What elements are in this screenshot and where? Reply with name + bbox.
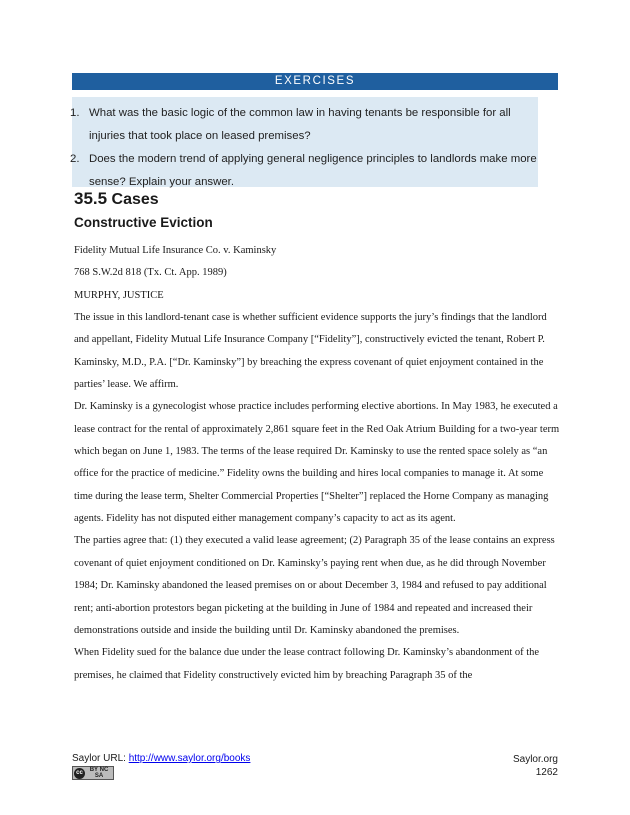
saylor-books-link[interactable]: http://www.saylor.org/books	[128, 753, 251, 764]
section-title: Cases	[111, 191, 159, 208]
case-citation: 768 S.W.2d 818 (Tx. Ct. App. 1989)	[74, 267, 227, 279]
exercise-item	[72, 102, 538, 148]
footer-url-label: Saylor URL:	[72, 753, 129, 764]
exercise-number: 1.	[70, 107, 80, 119]
footer-url	[72, 753, 250, 764]
exercise-box	[72, 97, 538, 187]
exercise-number: 2.	[70, 153, 80, 165]
footer-site: Saylor.org	[512, 754, 558, 765]
paragraph: The parties agree that: (1) they executed a valid lease agreement; (2) Paragraph 35 of the lease contains an express covenant of quiet enjoyment conditioned on Dr. Kaminsky’s paying rent when due, as he did through November 1984; Dr. Kaminsky abandoned the leased premises on or about December 3, 1984 and refused to pay additional rent; anti-abortion protestors began picketing at the building in June of 1984 and repeated and increased their demonstrations outside and inside the building until Dr. Kaminsky abandoned the premises.	[74, 535, 555, 636]
case-judge: MURPHY, JUSTICE	[74, 289, 164, 301]
exercise-text: What was the basic logic of the common law in having tenants be responsible for all injuries that took place on leased premises?	[89, 107, 511, 142]
exercises-header: EXERCISES	[72, 73, 558, 90]
section-number: 35.5	[74, 189, 108, 208]
exercise-text: Does the modern trend of applying general negligence principles to landlords make more sense? Explain your answer.	[89, 153, 537, 188]
exercise-item	[72, 148, 538, 194]
license-badge-text: BY NC SA	[89, 767, 109, 779]
creative-commons-license-icon: cc BY NC SA	[72, 766, 114, 780]
subheading: Constructive Eviction	[74, 215, 213, 230]
paragraph: Dr. Kaminsky is a gynecologist whose practice includes performing elective abortions. In May 1983, he executed a lease contract for the rental of approximately 2,861 square feet in the Red Oak Atrium Building for a two-year term which began on June 1, 1983. The terms of the lease required Dr. Kaminsky to use the rented space solely as “an office for the practice of medicine.” Fidelity owns the building and hires local companies to manage it. At some time during the lease term, Shelter Commercial Properties [“Shelter”] replaced the Horne Company as managing agents. Fidelity has not disputed either management company’s capacity to act as its agent.	[74, 401, 560, 525]
page-number: 1262	[535, 767, 558, 778]
section-heading	[74, 189, 159, 209]
footer-right	[513, 753, 558, 779]
paragraph: The issue in this landlord-tenant case is whether sufficient evidence supports the jury’s findings that the landlord and appellant, Fidelity Mutual Life Insurance Company [“Fidelity”], constructively evicted the tenant, Robert P. Kaminsky, M.D., P.A. [“Dr. Kaminsky”] by breaching the express covenant of quiet enjoyment contained in the parties’ lease. We affirm.	[74, 312, 547, 391]
case-body	[74, 240, 564, 687]
case-name: Fidelity Mutual Life Insurance Co. v. Kaminsky	[74, 245, 277, 256]
paragraph: When Fidelity sued for the balance due under the lease contract following Dr. Kaminsky’s abandonment of the premises, he claimed that Fidelity constructively evicted him by breaching Paragraph 35 of the	[74, 647, 540, 681]
